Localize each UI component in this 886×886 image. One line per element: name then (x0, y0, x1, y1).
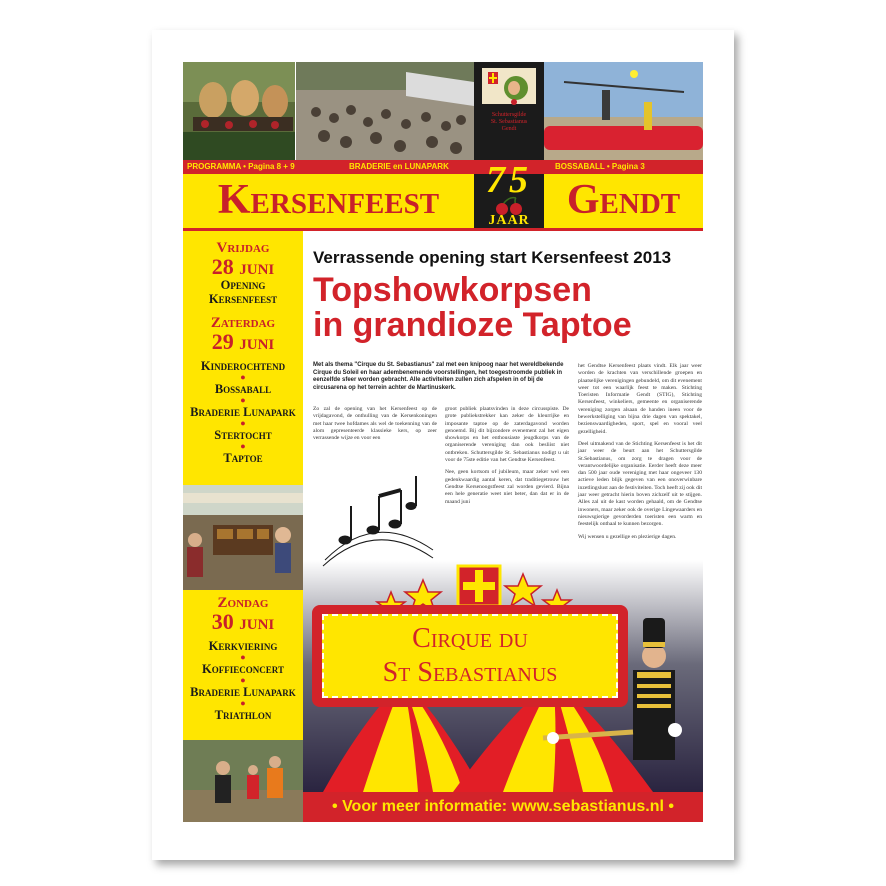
saturday-event-2: Bossaball (214, 382, 272, 396)
friday-event-2: Kersenfeest (208, 292, 278, 306)
cirque-line-1: Cirque du (412, 623, 528, 654)
column-3-paragraph-1: het Gendtse Kersenfeest plaats vindt. Elk jaar weer worden de krachten van verschillende groepen en plaatselijke verenigingen gebundeld, om dit evenement weer tot een waarlijk feest te maken. Stichting Toeristen Informatie Gendt (STIG), Stichting Kersenfeest, winkeliers, gemeente en organiserende vereniging zorgen alsaan de handen ineen voor de bewerkstelliging van bijna drie dagen van spektakel, bezienswaardigheden, sport, spel en vooral veel gezelligheid. (578, 363, 702, 435)
article-headline (313, 273, 632, 343)
column-2-paragraph-2: Nee, geen kortsom of jubileum, maar zeker wel een gedenkwaardig aantal keren, dat traditiegetrouw het Gendtse Kersenoogstfeest zal worden gevierd. Bijna een hele generatie weet niet beter, dan dat er in de maand juni (445, 469, 569, 505)
years-number: 75 (486, 159, 532, 201)
sunday-event-3: Braderie Lunapark (190, 685, 296, 699)
article-intro: Met als thema "Cirque du St. Sebastianus" zal met een knipoog naar het wereldbekende Cirque du Soleil en haar adembenemende voorstellingen, het toegestroomde publiek in eenzelfde sfeer worden gebracht. Alle activiteiten zullen zich afspelen in of bij de circusarena op het terrein achter de Martinuskerk. (313, 362, 564, 391)
strip-braderie: BRADERIE en LUNAPARK (349, 162, 449, 171)
music-notes-icon (315, 470, 435, 570)
saturday-event-4: Stertocht (214, 428, 272, 442)
sunday-label: Zondag (217, 595, 269, 611)
column-3-paragraph-2: Deel uitmakend van de Stichting Kersenfeest is het dit jaar weer de beurt aan het Schuttersgilde St.Sebastianus, om zorg te dragen voor de verantwoordelijke organisatie. Eerder heeft deze meer dan 500 jaar oude vereniging met haar ongeveer 130 actieve leden blijk gegeven van een onoverwinbare inzetlingslust aan de festiviteiten. Toch heeft zij ook dit jaar weer getracht hierin boven zichzelf uit te stijgen. Alles zal uit de kast worden gehaald, om de Gendtse inwoners, maar zeker ook de overige Lingewaarders en nieuwsgierige gevorderden toeristen een warm en feestelijk onthaal te kunnen bezorgen. (578, 440, 702, 528)
strip-programma: PROGRAMMA • Pagina 8 + 9 (187, 162, 295, 171)
saturday-event-1: Kinderochtend (200, 359, 286, 373)
bullet-icon: ● (240, 652, 246, 662)
column-3-paragraph-3: Wij wensen u gezellige en plezierige dagen. (578, 533, 677, 540)
cirque-line-2: St Sebastianus (382, 657, 558, 688)
masthead-kersenfeest: Kersenfeest (183, 174, 474, 230)
bullet-icon: ● (240, 675, 246, 685)
strip-bossaball: BOSSABALL • Pagina 3 (555, 162, 645, 171)
footer-info-bar: • Voor meer informatie: www.sebastianus.nl • (303, 792, 703, 822)
friday-label: Vrijdag (216, 240, 270, 256)
photo-market-stalls (183, 485, 303, 590)
bullet-icon: ● (240, 395, 246, 405)
program-sidebar-top (183, 231, 303, 485)
photo-cherry-queens (183, 62, 295, 160)
section-strip (183, 160, 703, 174)
program-sidebar-bottom (183, 590, 303, 740)
cirque-title (318, 614, 622, 700)
sunday-event-2: Koffieconcert (202, 662, 284, 676)
headline-line-1: Topshowkorpsen (313, 271, 592, 309)
bullet-icon: ● (240, 441, 246, 451)
headline-line-2: in grandioze Taptoe (313, 306, 632, 344)
sunday-event-4: Triathlon (214, 708, 272, 722)
friday-event-1: Opening (220, 278, 266, 292)
article-subtitle: Verrassende opening start Kersenfeest 2013 (313, 248, 672, 267)
article-column-2 (445, 406, 569, 511)
guild-line-1: Schuttersgilde (491, 112, 527, 118)
saturday-event-5: Taptoe (223, 451, 263, 465)
bullet-icon: ● (240, 418, 246, 428)
photo-braderie-crowd (296, 62, 474, 160)
guild-line-3: Gendt (501, 126, 517, 132)
photo-bossaball (544, 62, 703, 160)
masthead-gendt: Gendt (544, 174, 703, 230)
column-2-paragraph-1: groot publiek plaatsvinden in deze circusspiste. De grote publiekstrekker kan zeker de kleurrijke en imposante taptoe op de zaterdagavond worden genoemd. Bij dit bijzondere evenement zal het eigen showkorps en het enthousiaste jeugdkorps van de organiserende vereniging dan ook besliist niet ontbreken. Schuttersgilde St. Sebastianus nodigt u uit voor de 75ste editie van het Gendtse Kersenfeest. (445, 406, 569, 464)
friday-date: 28 juni (211, 254, 275, 279)
column-1-paragraph: Zo zal de opening van het Kersenfeest op de vrijdagavond, de onthulling van de Kersenkoningen met haar twee hofdames als wel de toekenning van de alom gepresenteerde klassieke kers, op zeer verrassende wijze en voor een (313, 406, 437, 442)
saturday-event-3: Braderie Lunapark (190, 405, 296, 419)
years-jaar: JAAR (488, 213, 530, 228)
saturday-label: Zaterdag (210, 315, 276, 331)
sunday-date: 30 juni (211, 609, 275, 634)
bullet-icon: ● (240, 372, 246, 382)
article-column-3 (578, 363, 702, 546)
guild-line-2: St. Sebastianus (490, 119, 528, 125)
bullet-icon: ● (240, 698, 246, 708)
sunday-event-1: Kerkviering (208, 639, 278, 653)
photo-triathlon (183, 740, 303, 822)
saturday-date: 29 juni (211, 329, 275, 354)
article-column-1 (313, 406, 437, 447)
guild-name (476, 112, 542, 133)
